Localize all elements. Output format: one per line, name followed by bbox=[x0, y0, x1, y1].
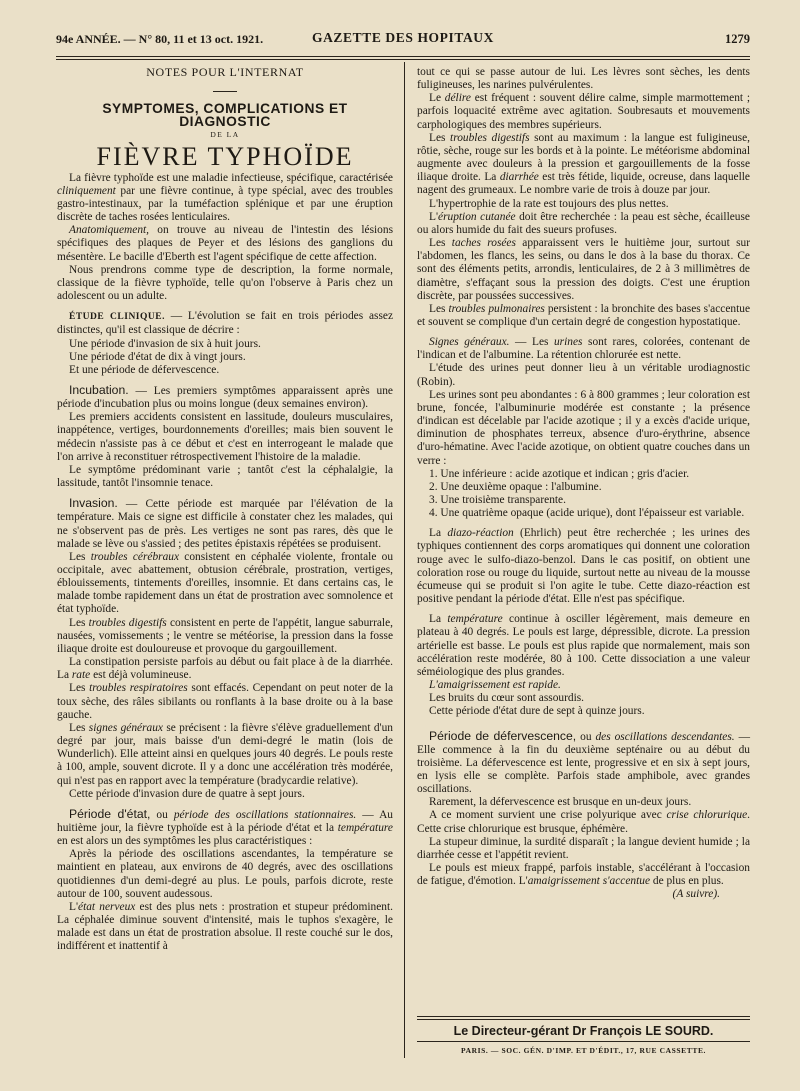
paragraph: Le délire est fréquent : souvent délire calme, simple marmottement ; parfois loquacité extrême avec agitation. Soubresauts et mouvements carphologiques des membres supérieurs. bbox=[417, 92, 750, 131]
paragraph: Les troubles respiratoires sont effacés. Cependant on peut noter de la toux sèche, des râles sibilants ou ronflants à la base droite ou à la base gauche. bbox=[57, 682, 393, 721]
paragraph: La température continue à osciller légèrement, mais demeure en plateau à 40 degrés. Le pouls est large, dépressible, dicrote. La pression artérielle est basse. Le pouls est plus rapide que normalement, mais son accélération reste modérée, 80 à 100. Cette dissociation a une valeur séméiologique des plus grandes. bbox=[417, 613, 750, 678]
paragraph: Les bruits du cœur sont assourdis. bbox=[429, 692, 585, 705]
paragraph: ÉTUDE CLINIQUE. — L'évolution se fait en trois périodes assez distinctes, qu'il est classique de décrire : bbox=[57, 310, 393, 337]
right-column bbox=[417, 66, 750, 902]
list-item: Et une période de défervescence. bbox=[69, 363, 220, 376]
paragraph: Période d'état, ou période des oscillations stationnaires. — Au huitième jour, la fièvre typhoïde est à la période d'état et la température en est alors un des symptômes les plus caractéristiques : bbox=[57, 806, 393, 848]
paragraph: Le symptôme prédominant varie ; tantôt c'est la céphalalgie, la lassitude, tantôt l'insomnie tenace. bbox=[57, 463, 393, 490]
short-rule bbox=[213, 91, 237, 92]
list-item: 4. Une quatrième opaque (acide urique), dont l'épaisseur est variable. bbox=[429, 507, 745, 520]
paragraph: Les signes généraux se précisent : la fièvre s'élève graduellement d'un degré par jour, mais baisse d'un demi-degré le matin (lois de Wunderlich). Elle atteint ainsi en quelques jours 40 degrés. Le pouls reste à 100, ample, souvent dicrote. Il y a donc une accélération très modérée, qui n'est pas en rapport avec la température (bradycardie relative). bbox=[57, 721, 393, 787]
paragraph: Rarement, la défervescence est brusque en un-deux jours. bbox=[429, 796, 692, 809]
paragraph: L'amaigrissement est rapide. bbox=[429, 679, 561, 692]
list-item: 2. Une deuxième opaque : l'albumine. bbox=[429, 480, 602, 493]
paragraph: Signes généraux. — Les urines sont rares, colorées, contenant de l'indican et de l'albumine. La rétention chlorurée est nette. bbox=[417, 336, 750, 362]
paragraph: L'état nerveux est des plus nets : prostration et stupeur prédominent. La céphalée diminue souvent d'intensité, mais le tuphos s'exagère, le malade est dans un état de prostration absolue. Il reste couché sur le dos, indifférent et inattentif à bbox=[57, 900, 393, 953]
page-number: 1279 bbox=[725, 32, 750, 46]
left-column bbox=[57, 66, 393, 954]
paragraph: Les troubles pulmonaires persistent : la bronchite des bases s'accentue et souvent se complique d'un certain degré de congestion hypostatique. bbox=[417, 302, 750, 328]
paragraph: Période de défervescence, ou des oscillations descendantes. — Elle commence à la fin du deuxième septénaire ou au début du troisième. La défervescence est lente, progressive et en six à sept jours, en lysis elle se complète. Parfois stade amphibole, avec grandes oscillations. bbox=[417, 728, 750, 796]
footer-rule-top-2 bbox=[417, 1019, 750, 1020]
paragraph: A ce moment survient une crise polyurique avec crise chlorurique. Cette crise chlorurique est brusque, éphémère. bbox=[417, 809, 750, 835]
paragraph: L'éruption cutanée doit être recherchée : la peau est sèche, écailleuse ou alors humide du fait des sueurs profuses. bbox=[417, 210, 750, 236]
paragraph: La diazo-réaction (Ehrlich) peut être recherchée ; les urines des typhiques contiennent des corps aromatiques qui donnent une coloration rouge avec le sulfo-diazo-benzol. Dans le cas positif, on obtient une coloration rose ou rouge du liquide, surtout nette au niveau de la mousse écumeuse qui se produit si l'on agite le tube. Cette diazo-réaction est positive pendant la période d'état. Elle n'est pas spécifique. bbox=[417, 527, 750, 606]
section-label: NOTES POUR L'INTERNAT bbox=[146, 65, 304, 79]
paragraph: Les premiers accidents consistent en lassitude, douleurs musculaires, inappétence, vertiges, bourdonnements d'oreilles; mais bien souvent le médecin n'assiste pas à ce début et c'est en interrogeant le malade que l'on arrive à reconstituer rétrospectivement l'histoire de la maladie. bbox=[57, 411, 393, 463]
paragraph: Les urines sont peu abondantes : 6 à 800 grammes ; leur coloration est brune, foncée, l'albuminurie modérée est constante ; la présence d'indican est décelable par l'acide azotique ; il y a excès d'acide urique, diminution de phosphates terreux, absence d'uro-érythrine, absence d'uro-hématine. Avec l'acide azotique, on obtient quatre couches dans un verre : bbox=[417, 388, 750, 467]
printer-line: PARIS. — SOC. GÉN. D'IMP. ET D'ÉDIT., 17, RUE CASSETTE. bbox=[460, 1046, 707, 1055]
list-item: 3. Une troisième transparente. bbox=[429, 494, 566, 506]
list-item: Une période d'invasion de six à huit jours. bbox=[69, 337, 261, 350]
article-subject: FIÈVRE TYPHOÏDE bbox=[96, 141, 354, 171]
publisher-line: Le Directeur-gérant Dr François LE SOURD. bbox=[453, 1024, 714, 1038]
paragraph: Invasion. — Cette période est marquée par l'élévation de la température. Mais ce signe est difficile à constater chez les malades, qui ne s'observent pas de près. Les vertiges ne sont pas rares, dès que le malade se lève ou s'assied ; des petites épistaxis répétées se produisent. bbox=[57, 496, 393, 550]
list-item: Une période d'état de dix à vingt jours. bbox=[69, 350, 246, 363]
issue-info: 94e ANNÉE. — N° 80, 11 et 13 oct. 1921. bbox=[56, 32, 264, 46]
header-rule-bottom bbox=[56, 59, 750, 60]
paragraph: Cette période d'invasion dure de quatre à sept jours. bbox=[69, 787, 305, 800]
paragraph: Nous prendrons comme type de description, la forme normale, classique de la fièvre typhoïde, telle qu'on l'observe à Paris chez un adolescent ou un adulte. bbox=[57, 263, 393, 303]
paragraph: La stupeur diminue, la surdité disparaît ; la langue devient humide ; la diarrhée cesse et l'appétit revient. bbox=[417, 835, 750, 861]
footer-rule-top bbox=[417, 1016, 750, 1017]
paragraph: tout ce qui se passe autour de lui. Les lèvres sont sèches, les dents fuligineuses, les narines pulvérulentes. bbox=[417, 66, 750, 92]
paragraph: Après la période des oscillations ascendantes, la température se maintient en plateau, aux environs de 40 degrés, avec des oscillations quotidiennes d'un demi-degré au plus. Le pouls, parfois dicrote, reste autour de 100, souvent audessous. bbox=[57, 848, 393, 900]
paragraph: Anatomiquement, on trouve au niveau de l'intestin des lésions spécifiques des plaques de Peyer et des lésions des ganglions du mésentère. Le bacille d'Eberth est l'agent spécifique de cette affection. bbox=[57, 224, 393, 263]
paragraph: Les taches rosées apparaissent vers le huitième jour, surtout sur l'abdomen, les flancs, les seins, ou dans le dos à la base du thorax. Ce sont des éléments petits, arrondis, lenticulaires, de 2 à 3 millimètres de diamètre, s'effaçant sous la pression des doigts. C'est une éruption discrète, par poussées successives. bbox=[417, 237, 750, 302]
article-title: SYMPTOMES, COMPLICATIONS ET DIAGNOSTIC bbox=[102, 101, 348, 130]
paragraph: Les troubles digestifs sont au maximum : la langue est fuligineuse, rôtie, sèche, rouge sur les bords et à la pointe. Le météorisme abdominal augmente avec douleurs à la pression et gargouillements de la fosse iliaque droite. La diarrhée est très fétide, liquide, ocreuse, dans laquelle nagent des grumeaux. Le nombre varie de trois à douze par jour. bbox=[417, 131, 751, 197]
paragraph: Cette période d'état dure de sept à quinze jours. bbox=[429, 705, 645, 718]
list-item: 1. Une inférieure : acide azotique et indican ; gris d'acier. bbox=[429, 467, 690, 480]
running-header bbox=[56, 30, 750, 50]
paragraph: Incubation. — Les premiers symptômes apparaissent après une période d'incubation plus ou moins longue (deux semaines environ). bbox=[57, 382, 393, 411]
article-title-connector: DE LA bbox=[210, 130, 240, 140]
paragraph: Les troubles cérébraux consistent en céphalée violente, frontale ou occipitale, avec abattement, obtusion cérébrale, prostration, vertiges, éblouissements, tintements d'oreilles, insomnie. Et dans certains cas, le malade tombe rapidement dans un état de prostration avec somnolence et état typhoïde. bbox=[57, 550, 394, 616]
paragraph: Le pouls est mieux frappé, parfois instable, s'accélérant à l'occasion de fatigue, d'émotion. L'amaigrissement s'accentue de plus en plus. bbox=[417, 862, 750, 888]
paragraph: Les troubles digestifs consistent en perte de l'appétit, langue saburrale, nausées, vomissements ; le ventre se météorise, la pression dans la fosse iliaque droite est douloureuse et provoque du gargouillement. bbox=[57, 616, 393, 655]
header-rule-top bbox=[56, 56, 750, 57]
paragraph: L'étude des urines peut donner lieu à un véritable urodiagnostic (Robin). bbox=[417, 362, 750, 388]
to-be-continued: (A suivre). bbox=[672, 888, 720, 901]
journal-title: GAZETTE DES HOPITAUX bbox=[311, 30, 495, 45]
footer-rule-bottom bbox=[417, 1041, 750, 1042]
column-divider bbox=[404, 62, 405, 1058]
paragraph: L'hypertrophie de la rate est toujours des plus nettes. bbox=[429, 197, 669, 210]
paragraph: La fièvre typhoïde est une maladie infectieuse, spécifique, caractérisée cliniquement par une fièvre continue, à type spécial, avec des troubles gastro-intestinaux, par la tuméfaction splénique et par une éruption discrète de taches rosées lenticulaires. bbox=[57, 171, 393, 224]
paragraph: La constipation persiste parfois au début ou fait place à de la diarrhée. La rate est déjà volumineuse. bbox=[57, 656, 393, 682]
